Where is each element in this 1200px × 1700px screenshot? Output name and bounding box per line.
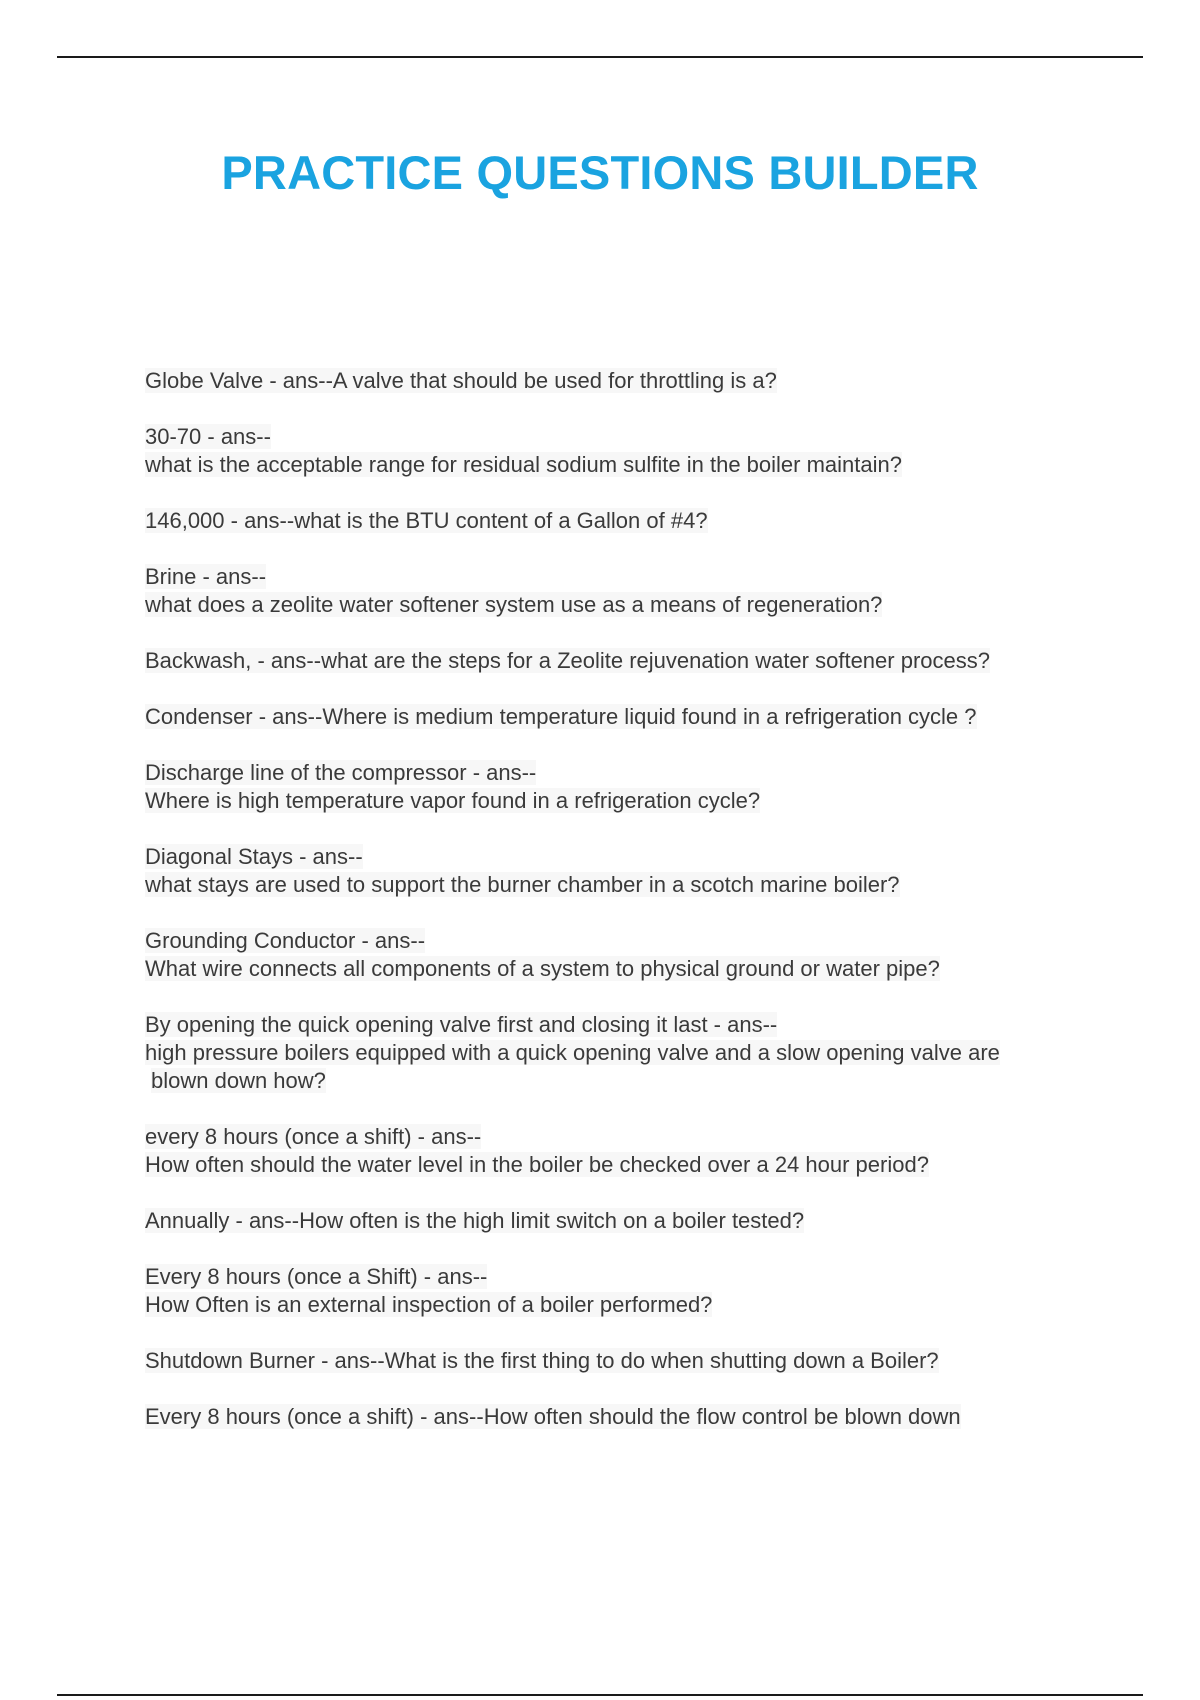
qa-answer: Backwash, - ans--	[145, 648, 322, 673]
qa-question: what does a zeolite water softener system use as a means of regeneration?	[145, 592, 883, 617]
qa-question: How often is the high limit switch on a boiler tested?	[299, 1208, 805, 1233]
qa-question: Where is high temperature vapor found in a refrigeration cycle?	[145, 788, 761, 813]
qa-answer: Annually - ans--	[145, 1208, 300, 1233]
qa-answer: 30-70 - ans--	[145, 424, 271, 449]
qa-answer: Globe Valve - ans--	[145, 368, 333, 393]
qa-question: Where is medium temperature liquid found in a refrigeration cycle ?	[322, 704, 977, 729]
qa-question: what are the steps for a Zeolite rejuvenation water softener process?	[321, 648, 990, 673]
qa-item	[145, 1347, 1105, 1375]
qa-item	[145, 843, 1105, 899]
qa-answer: Diagonal Stays - ans--	[145, 844, 363, 869]
page-title: PRACTICE QUESTIONS BUILDER	[221, 146, 979, 199]
qa-question: what stays are used to support the burner chamber in a scotch marine boiler?	[145, 872, 900, 897]
bottom-rule	[57, 1694, 1143, 1696]
qa-question: How often should the flow control be blown down	[483, 1404, 961, 1429]
qa-item	[145, 563, 1105, 619]
qa-question: high pressure boilers equipped with a quick opening valve and a slow opening valve are	[145, 1040, 1000, 1065]
qa-answer: Brine - ans--	[145, 564, 267, 589]
qa-answer: Condenser - ans--	[145, 704, 323, 729]
qa-item	[145, 647, 1105, 675]
qa-answer: Grounding Conductor - ans--	[145, 928, 426, 953]
qa-answer: 146,000 - ans--	[145, 508, 295, 533]
qa-question: What wire connects all components of a system to physical ground or water pipe?	[145, 956, 940, 981]
qa-item	[145, 703, 1105, 731]
qa-answer: Every 8 hours (once a Shift) - ans--	[145, 1264, 488, 1289]
qa-question: How Often is an external inspection of a boiler performed?	[145, 1292, 713, 1317]
qa-item	[145, 1403, 1105, 1431]
qa-item	[145, 1263, 1105, 1319]
qa-answer: every 8 hours (once a shift) - ans--	[145, 1124, 482, 1149]
qa-question-continued: blown down how?	[151, 1068, 326, 1093]
qa-question: How often should the water level in the boiler be checked over a 24 hour period?	[145, 1152, 929, 1177]
qa-question: What is the first thing to do when shutting down a Boiler?	[384, 1348, 939, 1373]
qa-list	[145, 367, 1105, 1459]
qa-question: what is the BTU content of a Gallon of #4?	[294, 508, 708, 533]
qa-question: what is the acceptable range for residual sodium sulfite in the boiler maintain?	[145, 452, 902, 477]
qa-item	[145, 423, 1105, 479]
qa-item	[145, 759, 1105, 815]
qa-answer: Discharge line of the compressor - ans--	[145, 760, 537, 785]
qa-item	[145, 367, 1105, 395]
qa-item	[145, 1207, 1105, 1235]
qa-question: A valve that should be used for throttling is a?	[332, 368, 777, 393]
qa-answer: Shutdown Burner - ans--	[145, 1348, 385, 1373]
qa-item	[145, 507, 1105, 535]
qa-answer: By opening the quick opening valve first and closing it last - ans--	[145, 1012, 778, 1037]
qa-item	[145, 1123, 1105, 1179]
qa-item	[145, 1011, 1105, 1095]
qa-answer: Every 8 hours (once a shift) - ans--	[145, 1404, 484, 1429]
qa-item	[145, 927, 1105, 983]
top-rule	[57, 56, 1143, 58]
